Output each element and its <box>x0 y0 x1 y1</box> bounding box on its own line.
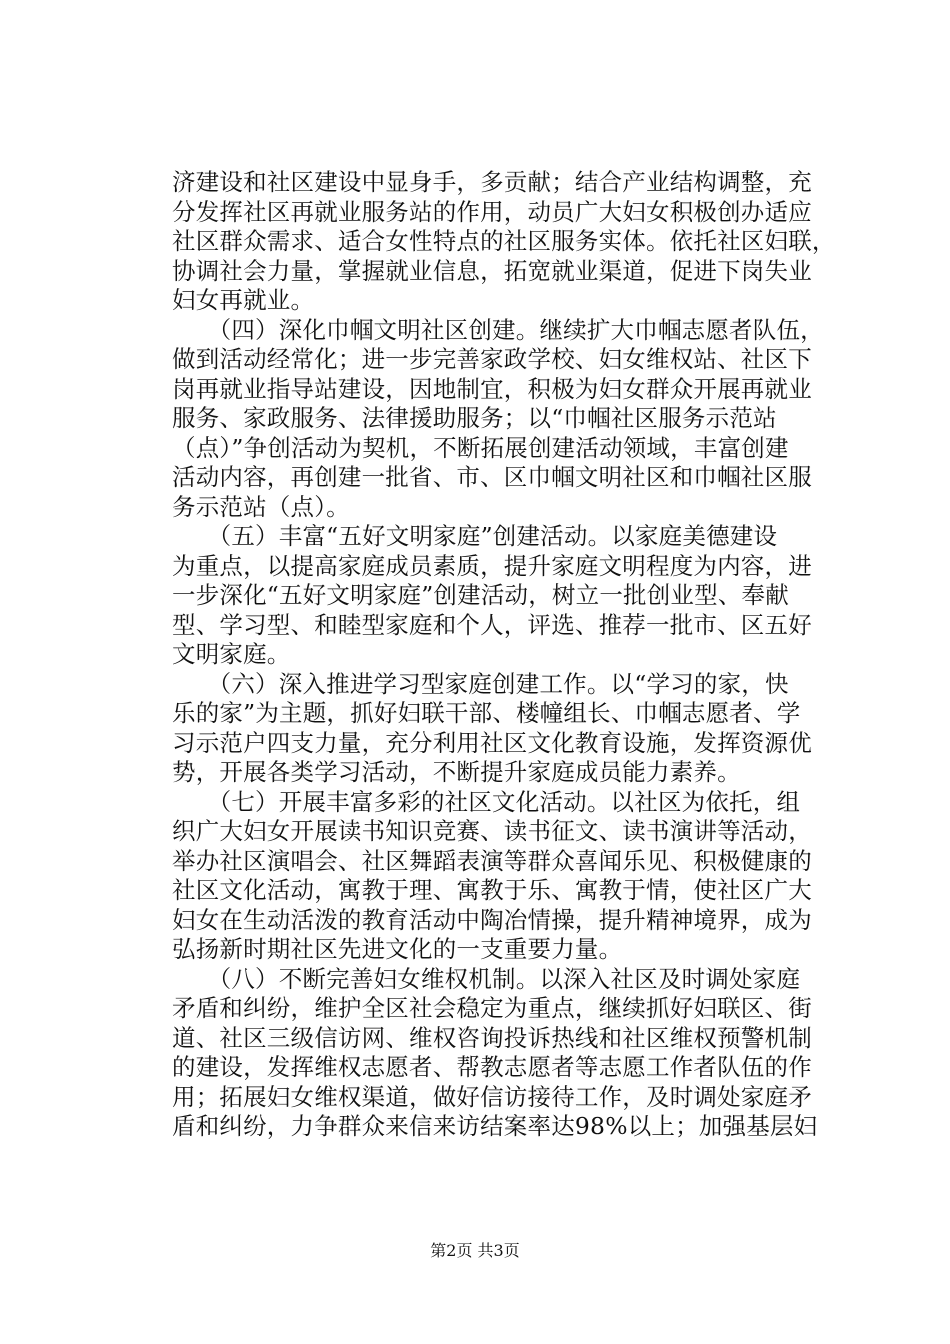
text-line: 服务、家政服务、法律援助服务；以“巾帼社区服务示范站 <box>172 404 777 432</box>
text-line: 一步深化“五好文明家庭”创建活动，树立一批创业型、奉献 <box>172 581 789 609</box>
text-line: 务示范站（点）。 <box>172 492 350 521</box>
text-line: 活动内容，再创建一批省、市、区巾帼文明社区和巾帼社区服 <box>172 463 812 491</box>
text-line: 举办社区演唱会、社区舞蹈表演等群众喜闻乐见、积极健康的 <box>172 846 812 875</box>
text-line: 文明家庭。 <box>172 640 291 668</box>
text-line: 习示范户四支力量，充分利用社区文化教育设施，发挥资源优 <box>172 728 812 757</box>
text-line: 妇女在生动活泼的教育活动中陶冶情操，提升精神境界，成为 <box>172 905 812 934</box>
text-line: 型、学习型、和睦型家庭和个人，评选、推荐一批市、区五好 <box>172 610 812 639</box>
text-line: （四）深化巾帼文明社区创建。继续扩大巾帼志愿者队伍， <box>172 315 824 344</box>
text-line: 矛盾和纠纷，维护全区社会稳定为重点，继续抓好妇联区、街 <box>172 994 812 1022</box>
text-line: 用；拓展妇女维权渠道，做好信访接待工作，及时调处家庭矛 <box>172 1082 812 1111</box>
text-line: 妇女再就业。 <box>172 286 315 314</box>
text-line: （八）不断完善妇女维权机制。以深入社区及时调处家庭 <box>172 964 801 993</box>
text-line: （五）丰富“五好文明家庭”创建活动。以家庭美德建设 <box>172 522 778 550</box>
text-line: 济建设和社区建设中显身手，多贡献；结合产业结构调整，充 <box>172 168 812 196</box>
text-line: 社区群众需求、适合女性特点的社区服务实体。依托社区妇联， <box>172 227 836 255</box>
text-line: 道、社区三级信访网、维权咨询投诉热线和社区维权预警机制 <box>172 1023 812 1052</box>
document-body <box>172 168 836 1142</box>
text-line: （七）开展丰富多彩的社区文化活动。以社区为依托，组 <box>172 787 801 816</box>
text-line: 协调社会力量，掌握就业信息，拓宽就业渠道，促进下岗失业 <box>172 256 812 285</box>
text-line: 的建设，发挥维权志愿者、帮教志愿者等志愿工作者队伍的作 <box>172 1053 812 1081</box>
page-number-label: 第2页 共3页 <box>430 1241 520 1260</box>
text-line: 岗再就业指导站建设，因地制宜，积极为妇女群众开展再就业 <box>172 374 812 403</box>
text-line: 织广大妇女开展读书知识竞赛、读书征文、读书演讲等活动， <box>172 817 812 845</box>
text-line: 分发挥社区再就业服务站的作用，动员广大妇女积极创办适应 <box>172 197 812 226</box>
text-line: 弘扬新时期社区先进文化的一支重要力量。 <box>172 935 623 963</box>
page-footer <box>0 1241 950 1261</box>
text-line: 势，开展各类学习活动，不断提升家庭成员能力素养。 <box>172 758 741 786</box>
text-line: （六）深入推进学习型家庭创建工作。以“学习的家，快 <box>172 669 789 698</box>
text-line: 乐的家”为主题，抓好妇联干部、楼幢组长、巾帼志愿者、学 <box>172 699 801 727</box>
text-line: 社区文化活动，寓教于理、寓教于乐、寓教于情，使社区广大 <box>172 876 812 904</box>
text-line: 做到活动经常化；进一步完善家政学校、妇女维权站、社区下 <box>172 345 812 373</box>
text-line: （点）”争创活动为契机，不断拓展创建活动领域，丰富创建 <box>172 433 789 462</box>
text-line: 为重点，以提高家庭成员素质，提升家庭文明程度为内容，进 <box>172 551 812 580</box>
text-line: 盾和纠纷，力争群众来信来访结案率达98%以上；加强基层妇 <box>172 1112 818 1140</box>
